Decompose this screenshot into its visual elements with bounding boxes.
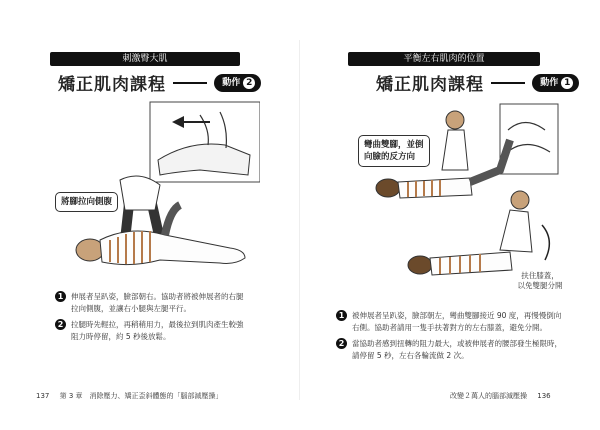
step-badge-number: 1 bbox=[561, 77, 573, 89]
page-number: 137 bbox=[36, 392, 50, 400]
step-badge-number: 2 bbox=[243, 77, 255, 89]
stretch-illustration bbox=[50, 100, 260, 280]
page-number: 136 bbox=[537, 392, 551, 400]
page-title: 矯正肌肉課程 bbox=[58, 75, 166, 95]
lying-leg bbox=[165, 205, 180, 235]
inset-frame bbox=[500, 104, 558, 174]
note-hold-knees: 扶住膝蓋， 以免雙腿分開 bbox=[517, 271, 563, 290]
step-text: 被伸展者呈趴姿，臉部朝左，彎曲雙腳接近 90 度，再慢慢倒向右側。協助者請用一隻手扶著對方的左右膝蓋，避免分開。 bbox=[352, 311, 562, 332]
callout-bend-legs: 彎曲雙腳，並倒 向臉的反方向 bbox=[358, 135, 430, 167]
page-title-row bbox=[58, 70, 261, 94]
twist-arrow bbox=[542, 225, 549, 260]
step-list bbox=[55, 291, 245, 347]
page-title-row bbox=[376, 70, 579, 94]
title-dash bbox=[491, 82, 525, 84]
step-number: 2 bbox=[336, 338, 347, 349]
step-number: 1 bbox=[55, 291, 66, 302]
step-number: 1 bbox=[336, 310, 347, 321]
step-item bbox=[336, 338, 566, 362]
step-text: 當協助者感到扭轉的阻力最大，或被伸展者的腰部發生極限時，請停留 5 秒，左右各輪流做 2 次。 bbox=[352, 339, 562, 360]
step-item bbox=[55, 319, 245, 343]
step-text: 拉腿時先輕拉，再稍稍用力，最後拉到肌肉產生較強阻力時停留，約 5 秒後放鬆。 bbox=[71, 320, 244, 341]
step-badge: 動作 2 bbox=[214, 74, 261, 92]
step-item bbox=[336, 310, 566, 334]
section-bar: 刺激臀大肌 bbox=[50, 52, 240, 66]
step-item bbox=[55, 291, 245, 315]
page-title: 矯正肌肉課程 bbox=[376, 75, 484, 95]
lying-head-bottom bbox=[408, 256, 432, 274]
twist-illustration bbox=[360, 100, 560, 290]
helper-head-top bbox=[446, 111, 464, 129]
chapter-title: 第 3 章 消除壓力、矯正歪斜體態的「腦部減壓操」 bbox=[59, 392, 223, 400]
step-text: 伸展者呈趴姿，臉部朝右。協助者將被伸展者的右腿拉向側腹，並讓右小腿與左腿平行。 bbox=[71, 292, 244, 313]
right-page bbox=[300, 0, 600, 430]
footer bbox=[450, 391, 551, 401]
step-number: 2 bbox=[55, 319, 66, 330]
helper-body-bottom bbox=[500, 210, 532, 252]
lying-torso-top bbox=[398, 178, 472, 198]
book-title: 改變２萬人的腦部減壓操 bbox=[450, 392, 527, 400]
bent-legs-top bbox=[470, 140, 510, 182]
step-list bbox=[336, 310, 566, 366]
callout-pull-leg: 將腳拉向側腹 bbox=[55, 192, 118, 212]
footer bbox=[36, 391, 223, 401]
section-bar: 平衡左右肌肉的位置 bbox=[348, 52, 540, 66]
step-badge: 動作 1 bbox=[532, 74, 579, 92]
helper-head-bottom bbox=[511, 191, 529, 209]
helper-body-top bbox=[442, 130, 468, 170]
title-dash bbox=[173, 82, 207, 84]
lying-head-top bbox=[376, 179, 400, 197]
lying-torso bbox=[100, 231, 245, 265]
helper-body bbox=[120, 176, 160, 210]
